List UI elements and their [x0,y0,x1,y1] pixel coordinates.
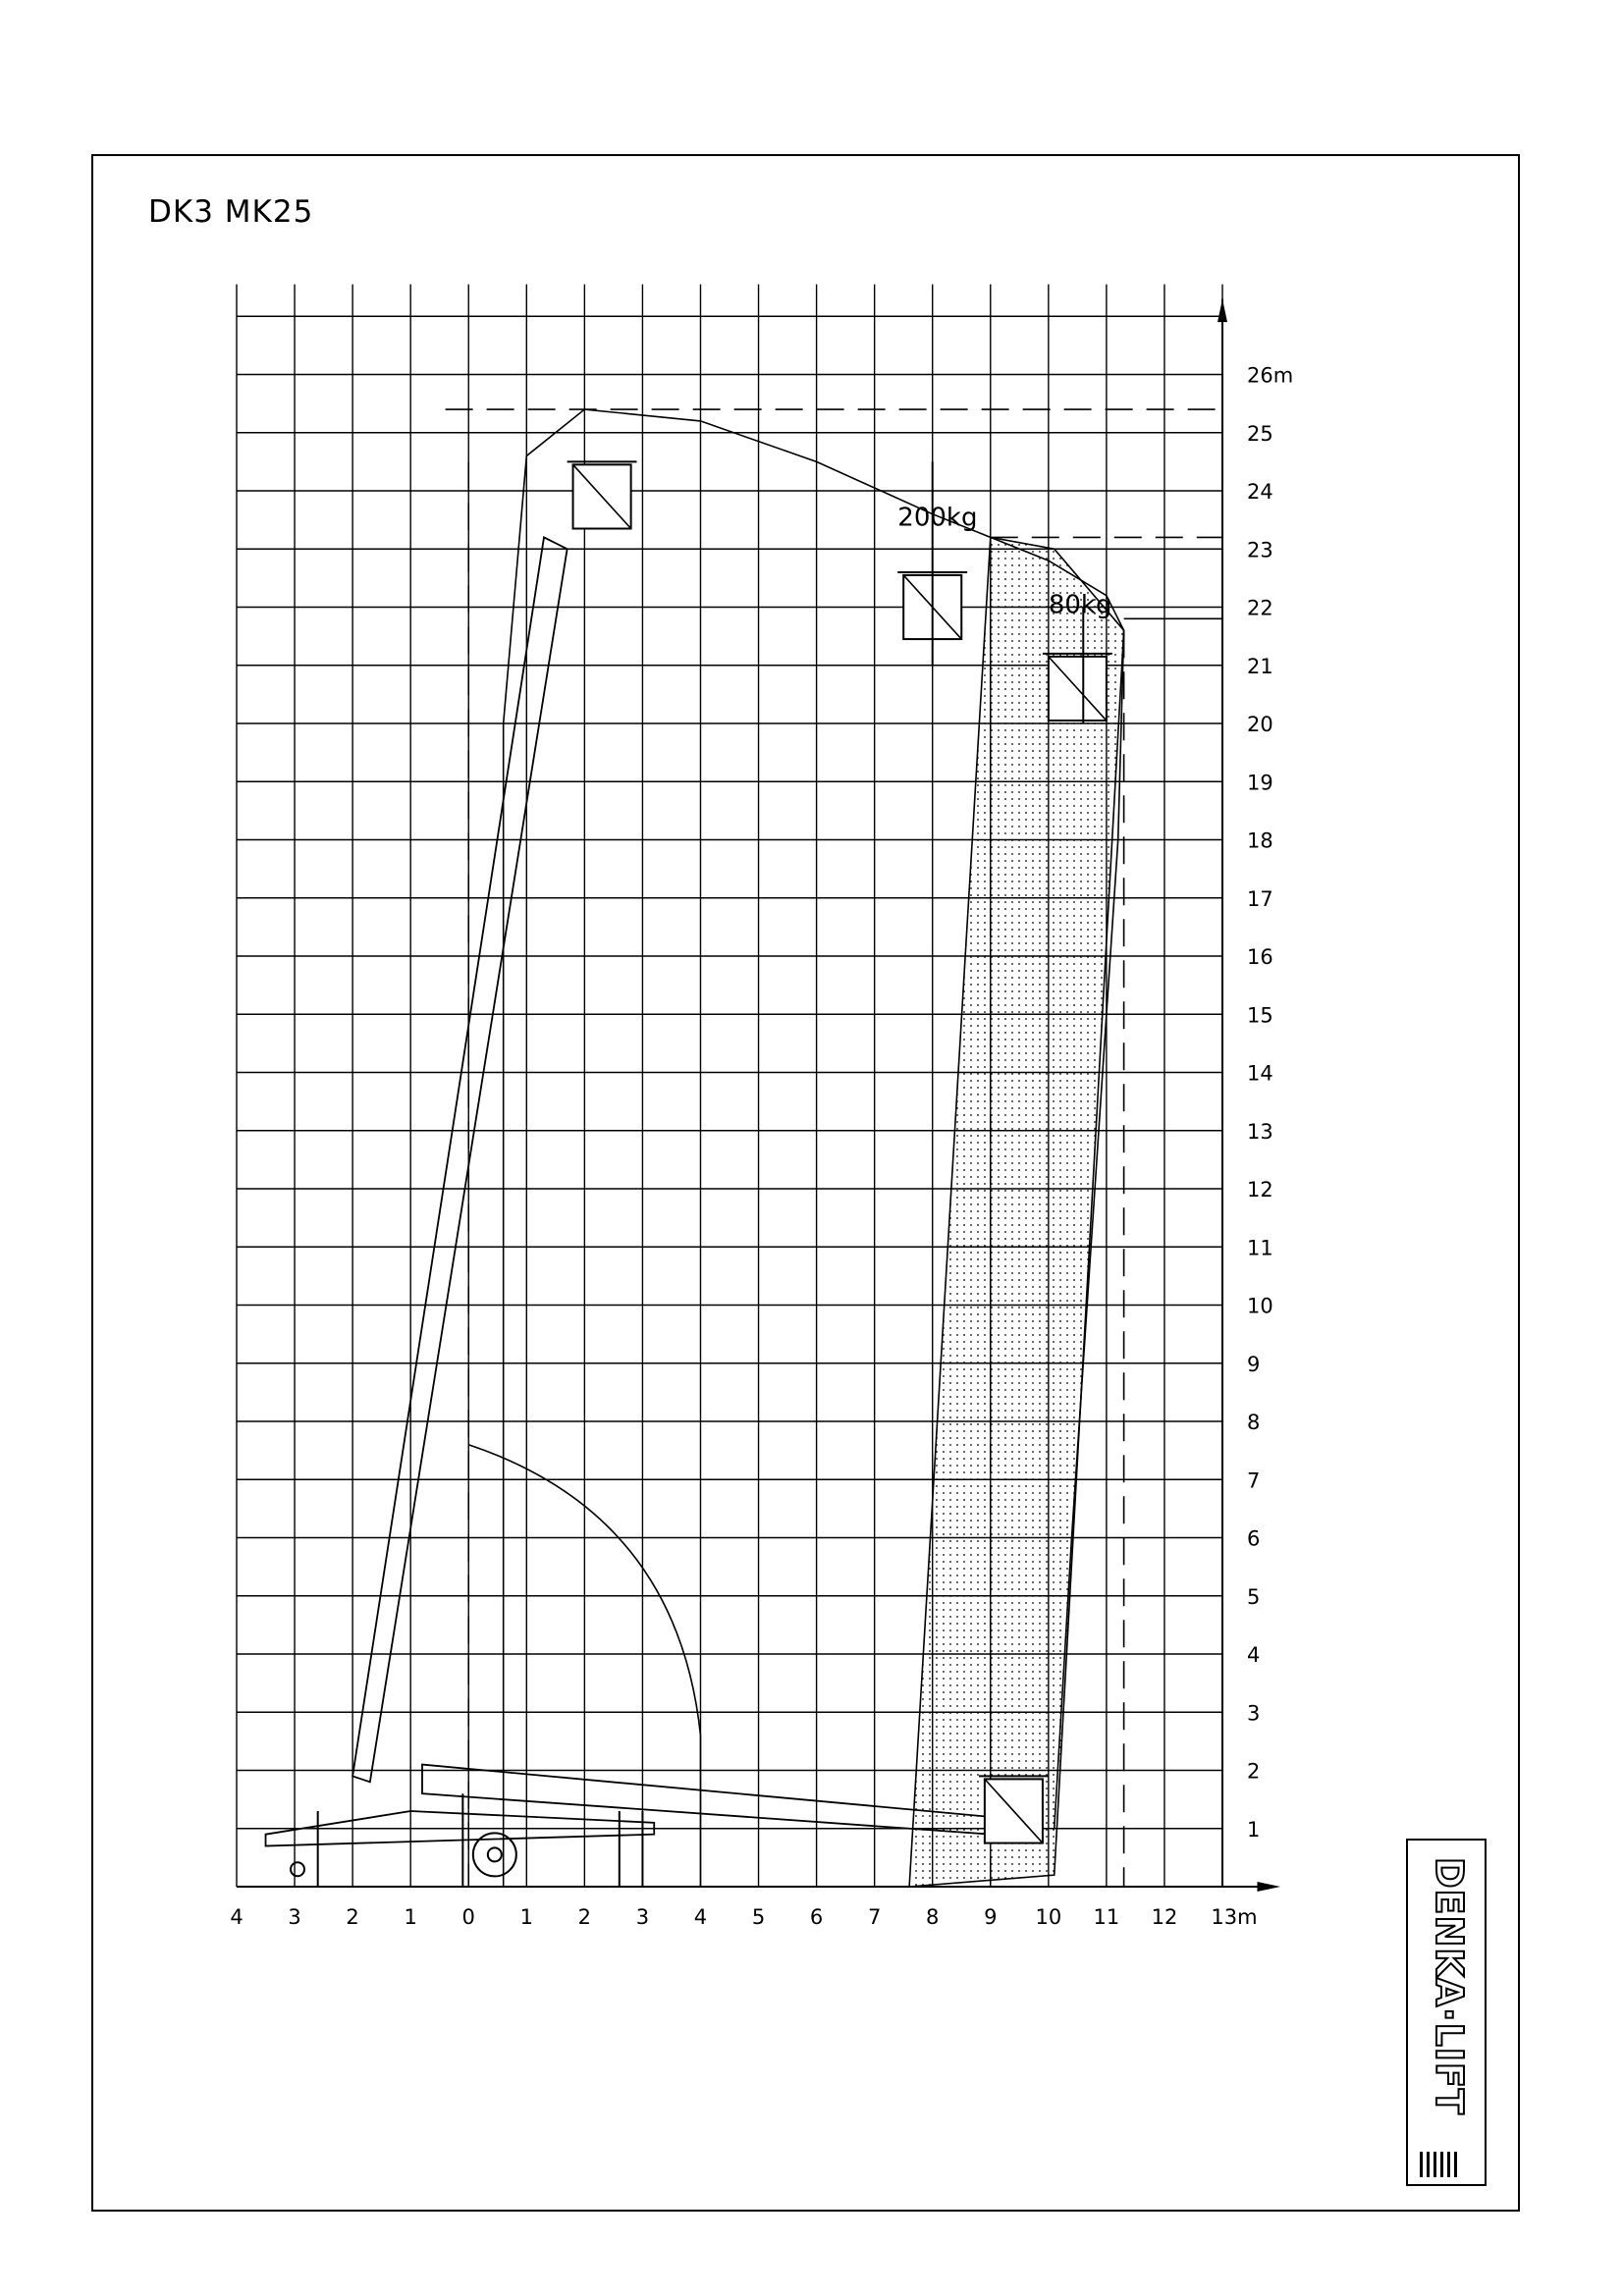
y-tick-label: 10 [1247,1294,1273,1318]
y-tick-label: 25 [1247,421,1273,446]
basket-80kg [1043,654,1112,721]
x-tick-label: 3 [635,1905,650,1929]
y-tick-label: 3 [1247,1701,1261,1726]
x-tick-label: 4 [693,1905,708,1929]
jockey-wheel-icon [291,1862,304,1876]
y-tick-label: 6 [1247,1526,1261,1551]
y-tick-label: 8 [1247,1411,1261,1434]
load-label-200kg: 200kg [897,503,978,533]
axis-ticks [230,364,1293,1930]
x-tick-label: 8 [926,1905,940,1929]
y-tick-label: 15 [1247,1003,1273,1028]
x-tick-label: 1 [404,1905,417,1929]
y-tick-label: 18 [1247,828,1273,853]
y-tick-label: 21 [1247,654,1273,678]
x-tick-label: 2 [346,1905,359,1929]
y-tick-label: 19 [1247,771,1273,795]
boom-lowered [422,1765,991,1835]
x-tick-label: 1 [519,1905,533,1929]
y-tick-label: 23 [1247,538,1273,562]
y-tick-label: 12 [1247,1178,1273,1201]
x-tick-label: 2 [577,1905,592,1929]
x-tick-label: 5 [751,1905,766,1929]
load-zone [909,537,1124,1887]
x-tick-label: 13m [1211,1905,1258,1929]
y-axis-arrow-icon [1217,298,1227,322]
brand-logo: DENKA·LIFT [1428,1857,1471,2115]
x-tick-label: 0 [461,1905,475,1929]
y-tick-label: 14 [1247,1061,1273,1086]
wheel-hub-icon [488,1847,502,1861]
x-tick-label: 11 [1093,1905,1120,1929]
y-tick-label: 22 [1247,596,1273,620]
x-tick-label: 3 [288,1905,301,1929]
y-tick-label: 20 [1247,713,1273,736]
brand-logo-bars-icon [1420,2152,1469,2177]
page-title: DK3 MK25 [148,194,314,230]
load-label-80kg: 80kg [1048,590,1112,620]
y-tick-label: 5 [1247,1584,1261,1609]
basket-top [568,461,637,528]
y-tick-label: 13 [1247,1119,1273,1144]
y-tick-label: 4 [1247,1643,1261,1667]
basket-ground [979,1776,1049,1842]
y-tick-label: 7 [1247,1468,1261,1493]
x-tick-label: 6 [809,1905,824,1929]
x-tick-label: 10 [1035,1905,1062,1929]
y-tick-label: 1 [1247,1817,1261,1842]
y-tick-label: 16 [1247,945,1273,969]
x-tick-label: 4 [230,1905,243,1929]
y-tick-label: 11 [1247,1236,1273,1260]
x-tick-label: 12 [1151,1905,1178,1929]
y-tick-label: 26m [1247,363,1294,388]
x-tick-label: 9 [984,1905,998,1929]
y-tick-label: 2 [1247,1759,1261,1784]
y-tick-label: 9 [1247,1352,1261,1376]
x-axis-arrow-icon [1257,1882,1280,1892]
y-tick-label: 24 [1247,480,1273,504]
x-tick-label: 7 [867,1905,882,1929]
y-tick-label: 17 [1247,886,1273,911]
